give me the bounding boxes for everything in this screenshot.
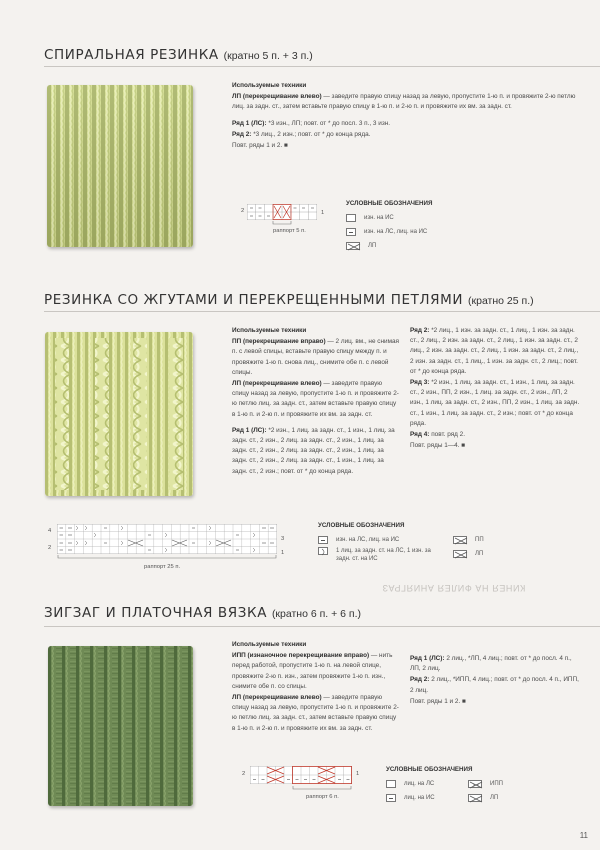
chart-2-row-right-3: 3 <box>281 536 285 542</box>
symbol-twisted-stitch <box>318 547 328 555</box>
legend-item: 1 лиц. за задн. ст. на ЛС, 1 изн. за задн. ст. на ИС <box>318 547 453 569</box>
legend-item: ЛП <box>453 547 484 561</box>
section-2-legend <box>318 522 578 569</box>
swatch-zigzag-garter <box>48 646 193 806</box>
symbol-cross-left <box>346 242 360 250</box>
legend-title: УСЛОВНЫЕ ОБОЗНАЧЕНИЯ <box>346 200 433 207</box>
section-3-title-text: ЗИГЗАГ И ПЛАТОЧНАЯ ВЯЗКА <box>44 605 268 621</box>
symbol-purl-cross-right <box>468 780 482 788</box>
section-1-subtitle: (кратно 5 п. + 3 п.) <box>223 50 313 62</box>
chart-3-row-left: 2 <box>242 771 246 777</box>
section-1-instructions: Используемые техники ЛП (перекрещивание влево) — заведите правую спицу назад за левую, пропустите 1-ю п. и провяжите 2-ю петлю лиц. за задн. ст., затем вставьте правую спицу в 1-ю п. и 2-ю п. и провяжите их вм. за задн. ст. Ряд 1 (ЛС): *3 изн., ЛП; повт. от * до посл. 3 п., 3 изн. Ряд 2: *3 лиц., 2 изн.; повт. от * до конца ряда. Повт. ряды 1 и 2. ■ <box>232 82 576 150</box>
chart-2-grid <box>57 524 277 554</box>
section-3-legend <box>386 766 576 805</box>
symbol-cross-left <box>468 794 482 802</box>
section-2-rule <box>44 311 600 312</box>
symbol-dash <box>318 536 328 544</box>
chart-2-row-left-4: 4 <box>48 528 52 534</box>
section-2-instructions-col2: Ряд 2: *2 лиц., 1 изн. за задн. ст., 1 лиц., 1 изн. за задн. ст., 2 лиц., 2 изн. за задн. ст., 2 лиц., 1 изн. за задн. ст., 2 лиц., 2 изн. за задн. ст., 2 лиц., 1 изн. за задн. ст., 2 лиц., 2 изн. за задн. ст., 1 лиц., 1 изн. за задн. ст., 2 лиц.; повт. от * до конца ряда. Ряд 3: *2 изн., 1 лиц. за задн. ст., 1 изн., 1 лиц. за задн. ст., 2 изн., ПП, 2 изн., 1 лиц. за задн. ст., 2 изн., ЛП, 2 изн., 1 лиц. за задн. ст., 2 изн., ПП, 2 изн., 1 лиц. за задн. ст., 1 изн., 1 лиц. за задн. ст., 2 изн.; повт. от * до конца ряда. Ряд 4: повт. ряд 2. Повт. ряды 1—4. ■ <box>410 327 580 450</box>
swatch-spiral-rib <box>47 85 193 247</box>
swatch-cable-rib <box>45 332 193 496</box>
chart-1-row-left: 2 <box>241 208 245 214</box>
section-3-instructions-col2: Ряд 1 (ЛС): 2 лиц., *ЛП, 4 лиц.; повт. от * до посл. 4 п., ЛП, 2 лиц. Ряд 2: 2 лиц., *ИПП, 4 лиц.; повт. от * до посл. 4 п., ИПП, 2 лиц. Повт. ряды 1 и 2. ■ <box>410 655 579 705</box>
legend-item: лиц. на ЛС <box>386 777 468 791</box>
legend-title: УСЛОВНЫЕ ОБОЗНАЧЕНИЯ <box>386 766 473 773</box>
page-number: 11 <box>579 831 588 840</box>
section-1-title <box>44 47 313 63</box>
symbol-empty <box>346 214 356 222</box>
section-1-rule <box>44 66 600 67</box>
legend-item: ЛП <box>346 239 432 253</box>
symbol-dash <box>346 228 356 236</box>
chart-2-rapport: раппорт 25 п. <box>144 564 181 570</box>
chart-1-rapport-bracket <box>272 221 292 227</box>
section-3-title <box>44 605 361 621</box>
legend-item: лиц. на ИС <box>386 791 468 805</box>
legend-item: ИПП <box>468 777 503 791</box>
legend-item: изн. на ЛС, лиц. на ИС <box>346 225 432 239</box>
section-1-title-text: СПИРАЛЬНАЯ РЕЗИНКА <box>44 47 219 63</box>
section-1-legend <box>346 200 432 253</box>
section-2-title <box>44 292 534 308</box>
symbol-cross-right <box>453 536 467 544</box>
section-3-subtitle: (кратно 6 п. + 6 п.) <box>271 608 362 620</box>
chart-1-row-right: 1 <box>321 210 325 216</box>
chart-3-row-right: 1 <box>356 771 360 777</box>
symbol-dash <box>386 794 396 802</box>
legend-item: изн. на ИС <box>346 211 432 225</box>
chart-1-grid <box>247 204 317 220</box>
chart-1-rapport: раппорт 5 п. <box>273 228 306 234</box>
chart-2-row-right-1: 1 <box>281 550 285 556</box>
legend-item: изн. на ЛС, лиц. на ИС <box>318 533 453 547</box>
techniques-heading: Используемые техники <box>232 82 307 89</box>
symbol-empty <box>386 780 396 788</box>
legend-item: ЛП <box>468 791 503 805</box>
section-2-instructions-col1: Используемые техники ПП (перекрещивание вправо) — 2 лиц. вм., не снимая п. с левой спицы, вставьте правую спицу между п. и провяжите 1-ю п. снова лиц., снимите обе п. с левой спицы. ЛП (перекрещивание влево) — заведите правую спицу назад за левую, пропустите 1-ю п. и провяжите 2-ю петлю лиц. за задн. ст., затем вставьте правую спицу в 1-ю п. и 2-ю п. и провяжите их вм. за задн. ст. Ряд 1 (ЛС): *2 изн., 1 лиц. за задн. ст., 1 изн., 1 лиц. за задн. ст., 2 изн., 2 лиц. за задн. ст., 2 изн., 1 лиц. за задн. ст., 2 изн., 2 лиц. за задн. ст., 2 изн., 1 лиц. за задн. ст., 2 изн., 2 лиц. за задн. ст., 1 изн., 1 лиц. за задн. ст., 2 изн.; повт. от * до конца ряда. <box>232 327 399 475</box>
legend-title: УСЛОВНЫЕ ОБОЗНАЧЕНИЯ <box>318 522 405 529</box>
legend-item: ПП <box>453 533 484 547</box>
chart-3-grid <box>250 766 352 784</box>
chart-3-rapport: раппорт 6 п. <box>306 794 339 800</box>
chart-2-row-left-2: 2 <box>48 545 52 551</box>
bleed-through-text: КИНЕЯ НА ФИЛЕЯ АНИЯГРАЗ <box>382 583 526 593</box>
section-3-instructions-col1: Используемые техники ИПП (изнаночное перекрещивание вправо) — нить перед работой, пропустите 1-ю п. на левой спице, провяжите 2-ю п. изн., затем провяжите 1-ю п. изн., снимите обе п. со спицы. ЛП (перекрещивание влево) — заведите правую спицу назад за левую, пропустите 1-ю п. и провяжите 2-ю петлю лиц. за задн. ст., затем вставьте правую спицу в 1-ю п. и 2-ю п. и провяжите их вм. за задн. ст. <box>232 641 399 732</box>
chart-2-rapport-bracket <box>57 555 277 561</box>
section-2-title-text: РЕЗИНКА СО ЖГУТАМИ И ПЕРЕКРЕЩЕННЫМИ ПЕТЛЯМИ <box>44 292 464 308</box>
section-3-rule <box>44 626 600 627</box>
chart-3-rapport-bracket <box>292 786 352 792</box>
section-2-subtitle: (кратно 25 п.) <box>468 295 534 307</box>
symbol-cross-left <box>453 550 467 558</box>
